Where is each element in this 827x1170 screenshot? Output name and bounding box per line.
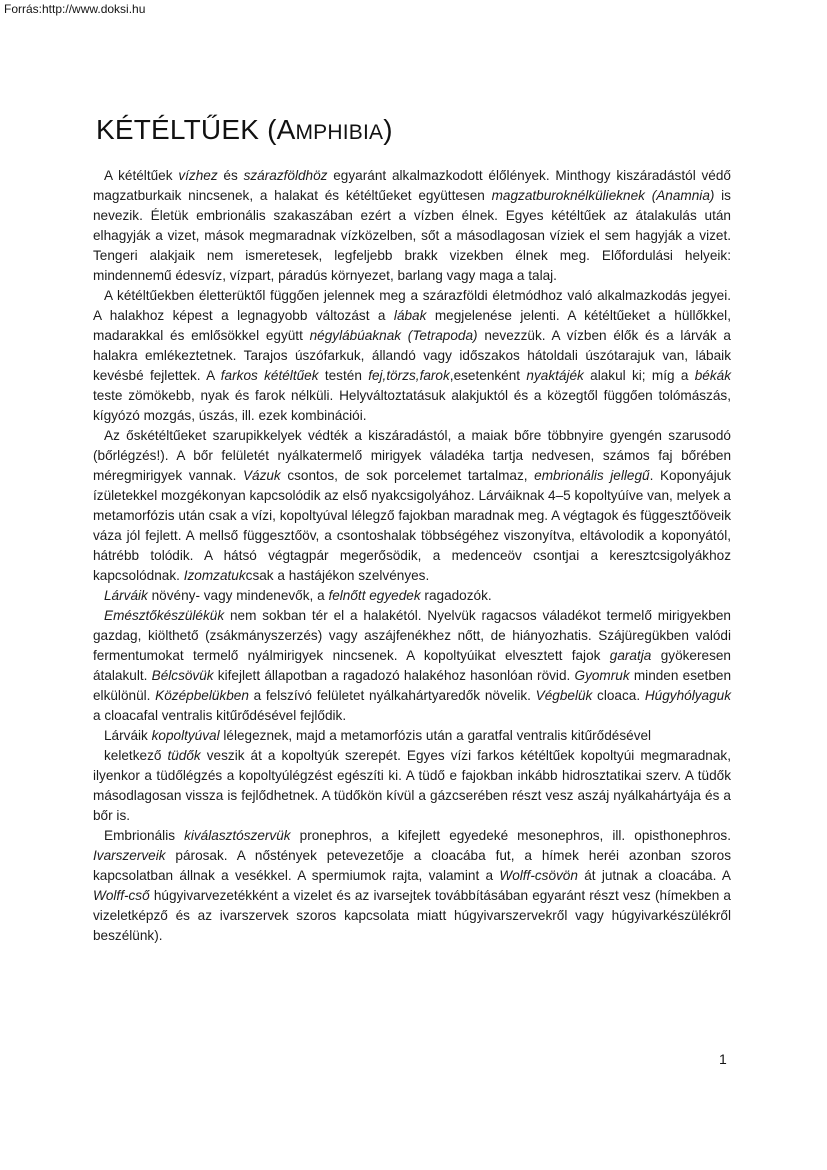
source-url-note: Forrás:http://www.doksi.hu [4,2,146,16]
text-segment-italic: garatja [609,648,652,663]
text-segment-italic: békák [694,368,732,383]
text-segment: át jutnak a cloacába. A [577,868,731,883]
text-segment-italic: farkos kétéltűek [220,368,319,383]
text-segment: párosak. A nőstények petevezetője a cloacába fut, a hímek heréi azonban szoros kapcsolatban állnak a vesékkel. A spermiumok rajta, valamint a [93,848,731,883]
paragraph [93,826,731,946]
text-segment: lélegeznek, majd a metamorfózis után a garatfal ventralis kitűrődésével [219,728,652,743]
paragraph [93,586,731,606]
text-segment: a cloacafal ventralis kitűrődésével fejlődik. [93,708,347,723]
text-segment-italic: kiválasztószervük [184,828,291,843]
text-segment: is nevezik. Életük embrionális szakaszában ezért a vízben élnek. Egyes kétéltűek az átalakulás után elhagyják a vizet, mások megmaradnak vízközelben, sőt a másodlagosan víziek el sem hagyják a vizet. Tengeri alakjaik nem ismeretesek, legfeljebb brakk vizekben élnek meg. Előfordulási helyeik: mindennemű édesvíz, vízpart, páradús környezet, barlang vagy maga a talaj. [93,188,731,283]
text-segment: ragadozók. [420,588,492,603]
text-segment: veszik át a kopoltyúk szerepét. Egyes vízi farkos kétéltűek kopoltyúi megmaradnak, ilyenkor a tüdőlégzés a kopoltyúlégzést egészíti ki. A tüdő e fajokban inkább hidrosztatikai szerv. A tüdők másodlagosan vissza is fejlődhetnek. A tüdőkön kívül a gázcserében részt vesz aszáj nyálkahártyája és a bőr is. [93,748,731,823]
text-segment-italic: szárazföldhöz [243,168,328,183]
page-number: 1 [719,1051,727,1067]
text-segment-italic: Emésztőkészülékük [104,608,225,623]
paragraph [93,286,731,426]
text-segment: nevezzük. A vízben élők és a lárvák a halakra emlékeztetnek. Tarajos úszófarkuk, állandó vagy időszakos hátoldali úszótarajuk van, lábaik kevésbé fejlettek. A [93,328,731,383]
paragraph [93,166,731,286]
text-segment-italic: Bélcsövük [151,668,214,683]
text-segment: testén [318,368,369,383]
paragraph [93,606,731,726]
text-segment: a felszívó felületet nyálkahártyaredők növelik. [248,688,536,703]
text-segment-italic: vízhez [178,168,218,183]
text-segment-italic: kopoltyúval [151,728,220,743]
text-segment-italic: embrionális jellegű [534,468,650,483]
text-segment-italic: felnőtt egyedek [328,588,421,603]
text-segment: . Koponyájuk ízületekkel mozgékonyan kapcsolódik az első nyakcsigolyához. Lárváiknak 4–5 kopoltyúíve van, melyek a metamorfózis után csak a vízi, kopoltyúval lélegző fajokban maradnak meg. A végtagok és függesztőöveik váza jól fejlett. A mellső függesztőöv, a csontoshalak többségéhez viszonyítva, eltávolodik a koponyától, hátrébb tolódik. A hátsó végtagpár megerősödik, a medenceöv csontjai a keresztcsigolyákhoz kapcsolódnak. [93,468,731,583]
text-segment: pronephros, a kifejlett egyedeké mesonephros, ill. opisthonephros. [290,828,731,843]
text-segment: csontos, de sok porcelemet tartalmaz, [280,468,535,483]
page-title-suffix: ) [383,114,393,145]
text-segment-italic: Vázuk [242,468,281,483]
text-segment: ,esetenként [449,368,527,383]
text-segment: és [217,168,244,183]
document-body [93,166,731,946]
text-segment: keletkező [104,748,168,763]
text-segment: A kétéltűek [104,168,179,183]
text-segment-italic: nyaktájék [526,368,584,383]
text-segment: Embrionális [104,828,185,843]
text-segment: kifejlett állapotban a ragadozó halakéhoz hasonlóan rövid. [213,668,575,683]
page-title-smallcaps: MPHIBIA [295,121,384,144]
text-segment-italic: lábak [393,308,427,323]
text-segment: egyaránt alkalmazkodott élőlények. Minthogy kiszáradástól védő magzatburkaik nincsenek, a halakat és kétéltűeket együttesen [93,168,731,203]
text-segment: gyökeresen átalakult. [93,648,731,683]
text-segment: cloaca. [592,688,645,703]
page-title [96,114,393,146]
paragraph [93,426,731,586]
text-segment-italic: Lárváik [104,588,148,603]
paragraph [93,726,731,746]
text-segment: húgyivarvezetékként a vizelet és az ivarsejtek továbbításában egyaránt részt vesz (hímekben a vizeletképző és az ivarszervek szoros kapcsolata miatt húgyivarszervekről vagy húgyivarkészülékről beszélünk). [93,888,731,943]
text-segment-italic: Izomzatuk [183,568,246,583]
text-segment: Lárváik [104,728,152,743]
text-segment-italic: Ivarszerveik [93,848,166,863]
text-segment-italic: Wolff-csövön [499,868,578,883]
text-segment: alakul ki; míg a [583,368,695,383]
text-segment-italic: fej,törzs,farok [368,368,450,383]
text-segment: Az őskétéltűeket szarupikkelyek védték a kiszáradástól, a maiak bőre többnyire gyengén szarusodó (bőrlégzés!). A bőr felületét nyálkatermelő mirigyek váladéka tartja nedvesen, számos faj bőrében méregmirigyek vannak. [93,428,731,483]
paragraph [93,746,731,826]
page-title-main: KÉTÉLTŰEK (A [96,114,296,145]
text-segment: csak a hastájékon szelvényes. [245,568,430,583]
text-segment-italic: Wolff-cső [93,888,150,903]
text-segment-italic: négylábúaknak (Tetrapoda) [309,328,478,343]
text-segment-italic: Gyomruk [574,668,630,683]
text-segment-italic: magzatburoknélkülieknek (Anamnia) [491,188,715,203]
text-segment: növény- vagy mindenevők, a [147,588,329,603]
text-segment-italic: Húgyhólyaguk [644,688,731,703]
text-segment: minden esetben elkülönül. [93,668,732,703]
text-segment-italic: Végbelük [535,688,593,703]
text-segment: megjelenése jelenti. A kétéltűeket a hüllőkkel, madarakkal és emlősökkel együtt [93,308,731,343]
text-segment: A kétéltűekben életterüktől függően jelennek meg a szárazföldi életmódhoz való alkalmazkodás jegyei. A halakhoz képest a legnagyobb változást a [93,288,731,323]
text-segment: nem sokban tér el a halakétól. Nyelvük ragacsos váladékot termelő mirigyekben gazdag, kiölthető (zsákmányszerzés) vagy aszájfenékhez nőtt, de hiányozhatis. Szájüregükben valódi fermentumokat termelő nyálmirigyek nincsenek. A kopoltyúikat elvesztett fajok [93,608,731,663]
text-segment-italic: tüdők [167,748,201,763]
text-segment-italic: Középbelükben [155,688,249,703]
text-segment: teste zömökebb, nyak és farok nélküli. Helyváltoztatásuk alakjuktól és a közegtől függően tolómászás, kígyózó mozgás, úszás, ill. ezek kombinációi. [93,388,731,423]
